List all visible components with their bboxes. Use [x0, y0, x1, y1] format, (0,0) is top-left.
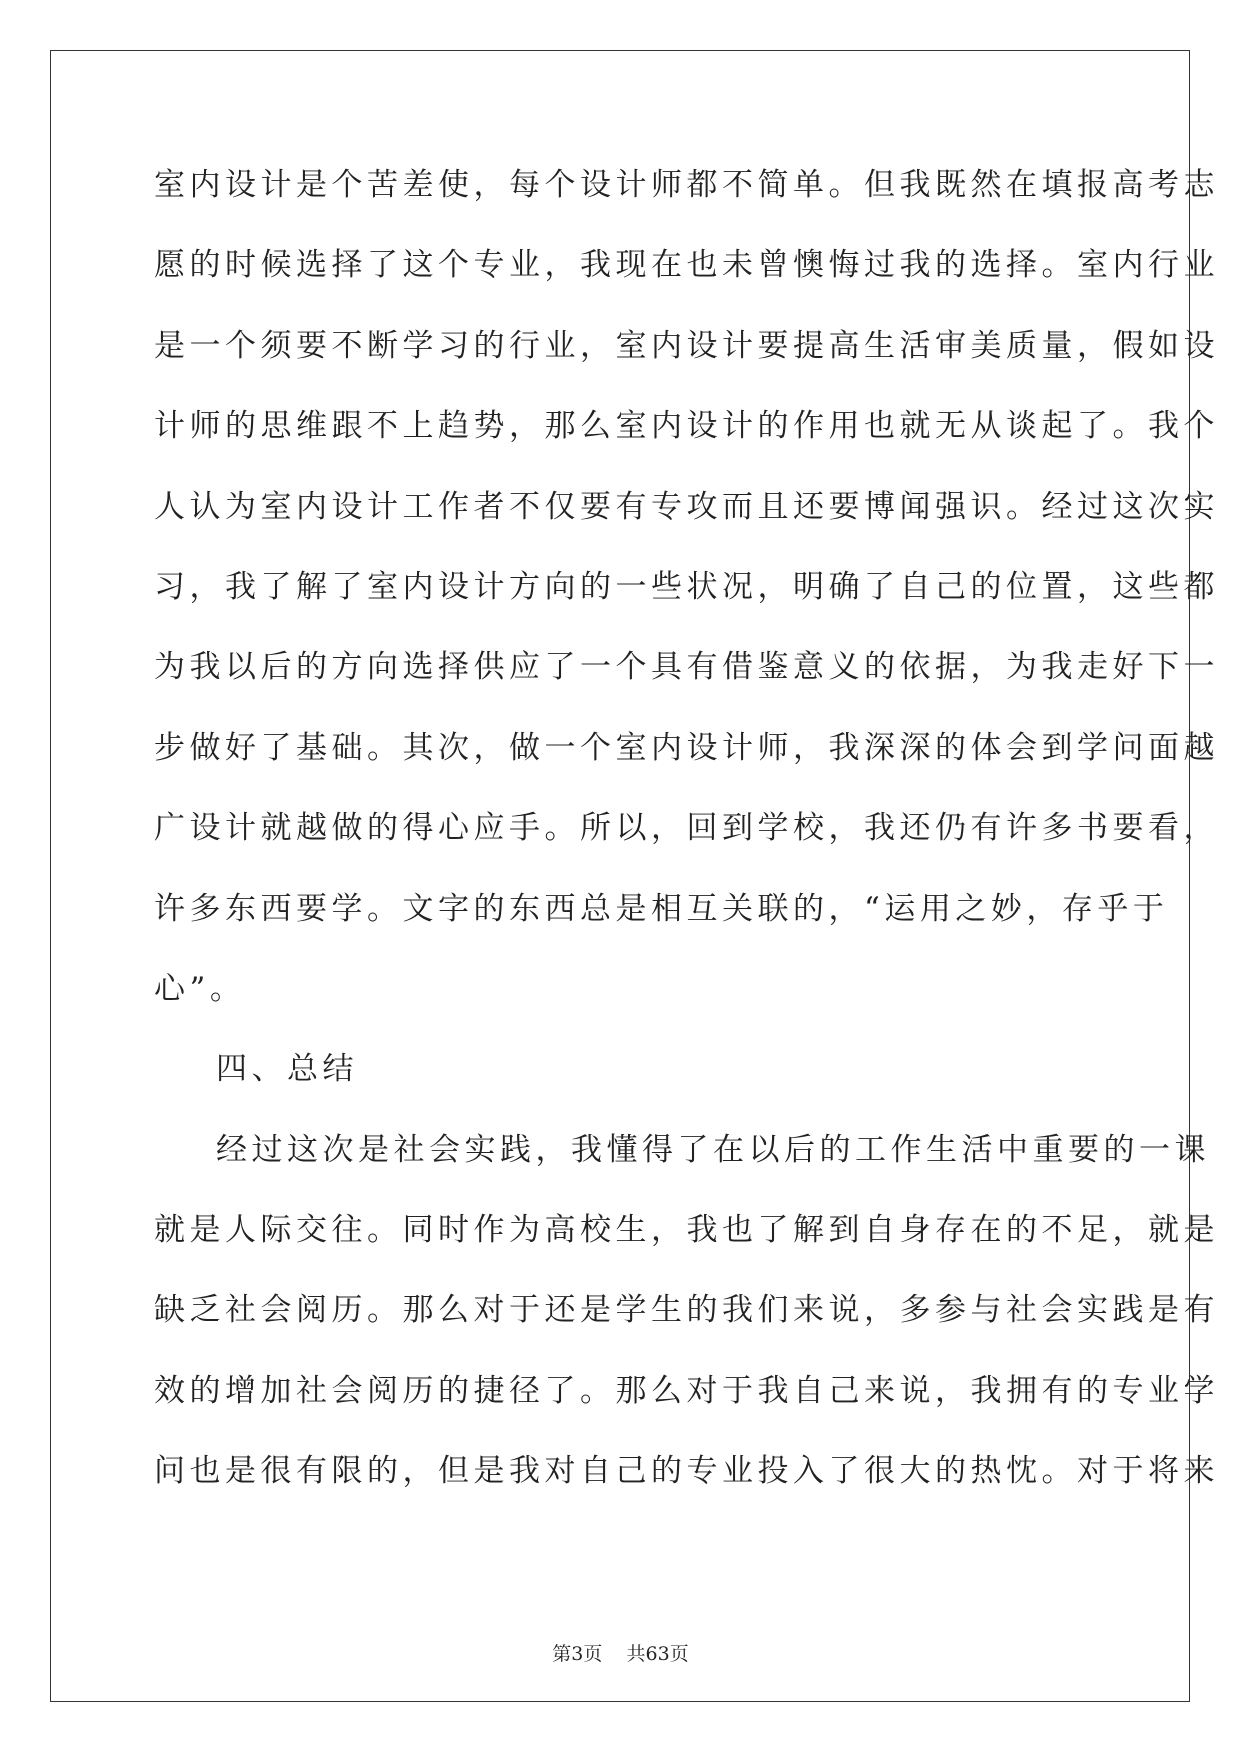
- text-line: 经过这次是社会实践，我懂得了在以后的工作生活中重要的一课: [216, 1131, 1210, 1168]
- text-line: 许多东西要学。文字的东西总是相互关联的，“运用之妙，存乎于: [154, 890, 1169, 927]
- text-line: 愿的时候选择了这个专业，我现在也未曾懊悔过我的选择。室内行业: [154, 247, 1219, 284]
- text-line: 室内设计是个苦差使，每个设计师都不简单。但我既然在填报高考志: [154, 167, 1219, 203]
- text-line: 问也是很有限的，但是我对自己的专业投入了很大的热忱。对于将来: [154, 1453, 1219, 1490]
- text-line: 缺乏社会阅历。那么对于还是学生的我们来说，多参与社会实践是有: [154, 1292, 1219, 1329]
- total-pages: 共63页: [626, 1643, 689, 1665]
- text-line: 效的增加社会阅历的捷径了。那么对于我自己来说，我拥有的专业学: [154, 1372, 1219, 1409]
- page-number: 第3页: [552, 1643, 603, 1665]
- text-line: 人认为室内设计工作者不仅要有专攻而且还要博闻强识。经过这次实: [154, 488, 1219, 525]
- document-body: [154, 155, 1219, 1522]
- text-line: 心”。: [154, 970, 246, 1007]
- page-footer: [0, 1642, 1241, 1666]
- text-line: 为我以后的方向选择供应了一个具有借鉴意义的依据，为我走好下一: [154, 649, 1219, 686]
- text-line: 就是人际交往。同时作为高校生，我也了解到自身存在的不足，就是: [154, 1212, 1219, 1249]
- text-line: 是一个须要不断学习的行业，室内设计要提高生活审美质量，假如设: [154, 327, 1219, 364]
- text-line: 步做好了基础。其次，做一个室内设计师，我深深的体会到学问面越: [154, 729, 1219, 766]
- text-line: 计师的思维跟不上趋势，那么室内设计的作用也就无从谈起了。我个: [154, 408, 1219, 445]
- text-line: 广设计就越做的得心应手。所以，回到学校，我还仍有许多书要看，: [154, 810, 1219, 847]
- section-heading: 四、总结: [216, 1051, 358, 1088]
- text-line: 习，我了解了室内设计方向的一些状况，明确了自己的位置，这些都: [154, 568, 1219, 605]
